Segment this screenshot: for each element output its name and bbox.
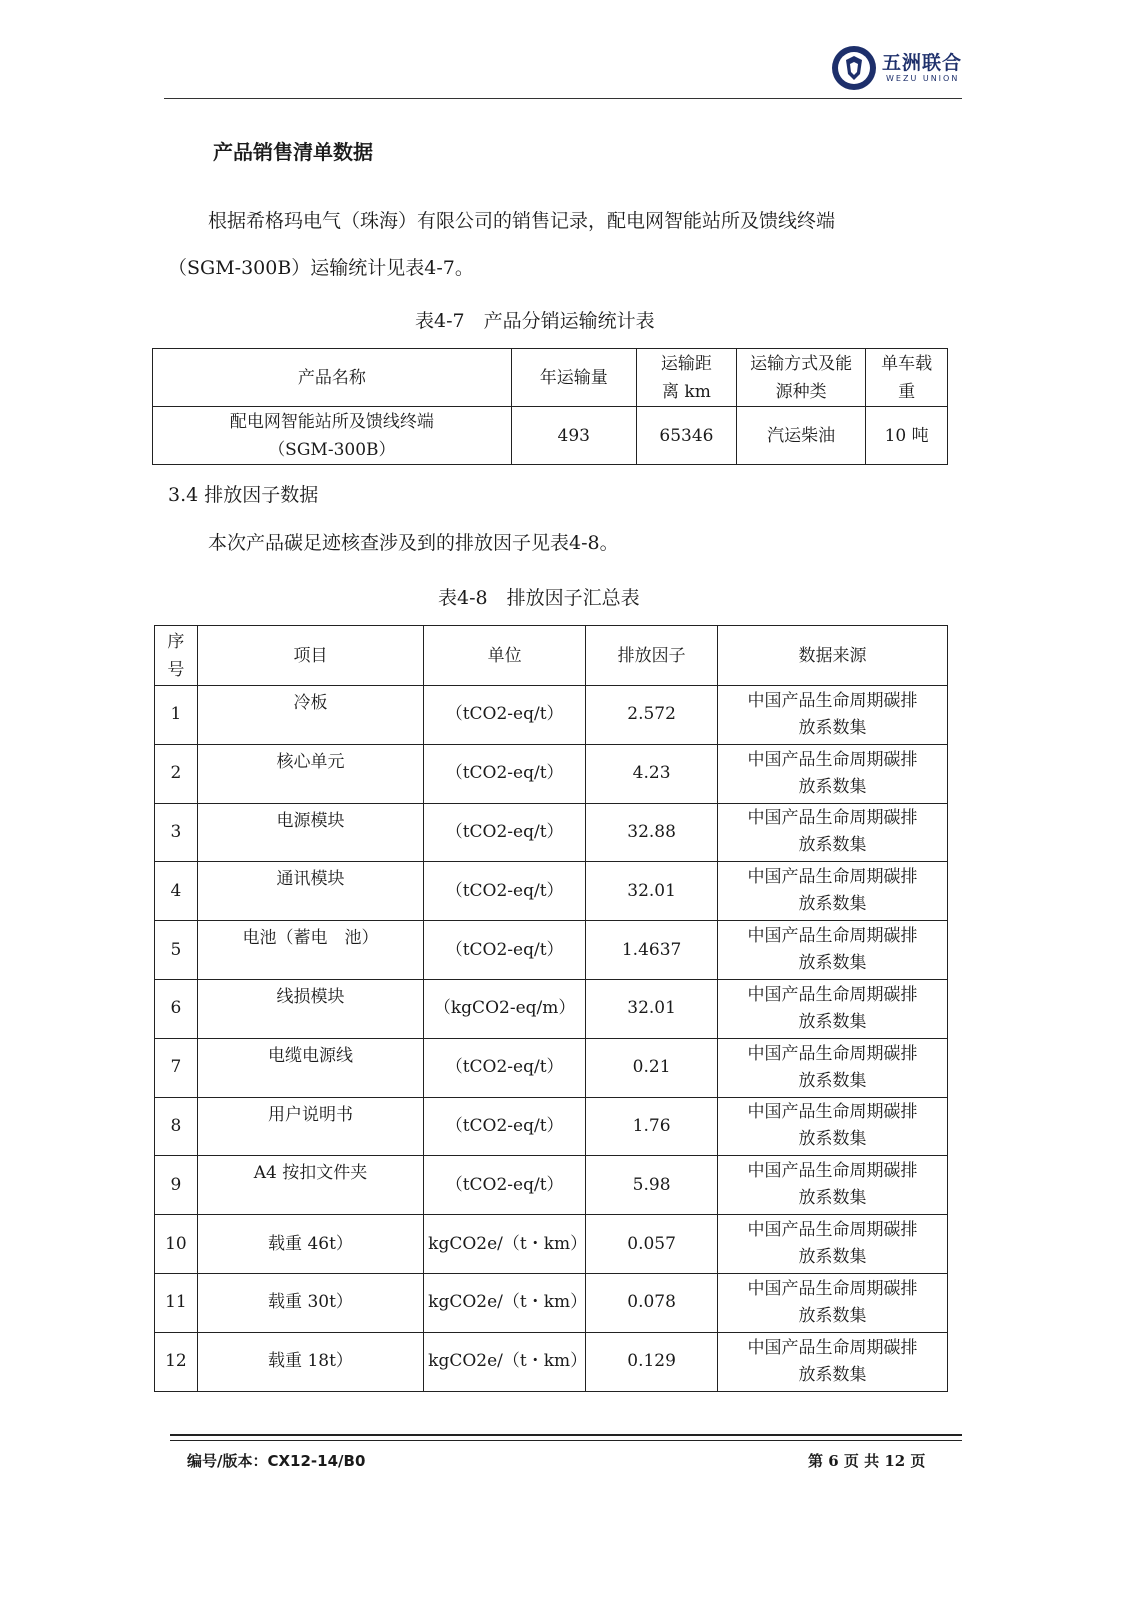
cell-factor: 32.01 [586, 862, 718, 921]
cell-unit: kgCO2e/（t・km） [424, 1215, 586, 1274]
table2-caption: 表4-8 排放因子汇总表 [438, 587, 640, 609]
cell-source [718, 1156, 948, 1215]
source-line: 中国产品生命周期碳排 [747, 1337, 918, 1358]
transport-table [152, 348, 948, 465]
doc-version: 编号/版本：CX12-14/B0 [187, 1452, 366, 1470]
cell-item: 冷板 [197, 686, 423, 745]
cell-no: 9 [155, 1156, 198, 1215]
cell-unit: （tCO2-eq/t） [424, 1097, 586, 1156]
source-line: 放系数集 [798, 1129, 867, 1150]
cell-factor: 0.21 [586, 1038, 718, 1097]
emission-factor-table [154, 625, 948, 1392]
source-line: 放系数集 [798, 1070, 867, 1091]
cell-source [718, 686, 948, 745]
footer-divider-thick [170, 1434, 962, 1436]
cell-no: 7 [155, 1038, 198, 1097]
source-line: 中国产品生命周期碳排 [747, 808, 918, 829]
cell-source [718, 1215, 948, 1274]
cell-no: 5 [155, 921, 198, 980]
source-line: 中国产品生命周期碳排 [747, 1102, 918, 1123]
cell-source [718, 803, 948, 862]
table-row [155, 1273, 948, 1332]
intro-line-2: （SGM-300B）运输统计见表4-7。 [168, 257, 474, 279]
source-line: 放系数集 [798, 1011, 867, 1032]
cell-unit: （tCO2-eq/t） [424, 921, 586, 980]
table-row [155, 1215, 948, 1274]
cell-factor: 4.23 [586, 744, 718, 803]
cell-unit: （tCO2-eq/t） [424, 686, 586, 745]
source-line: 中国产品生命周期碳排 [747, 1161, 918, 1182]
cell-distance: 65346 [636, 407, 736, 465]
cell-no: 1 [155, 686, 198, 745]
th-item: 项目 [197, 626, 423, 686]
table-row [155, 1097, 948, 1156]
source-line: 中国产品生命周期碳排 [747, 1043, 918, 1064]
cell-item: 电缆电源线 [197, 1038, 423, 1097]
source-line: 放系数集 [798, 835, 867, 856]
cell-source [718, 1038, 948, 1097]
intro-line-1: 根据希格玛电气（珠海）有限公司的销售记录，配电网智能站所及馈线终端 [208, 210, 836, 232]
section-title: 产品销售清单数据 [213, 140, 373, 164]
cell-item: 载重 30t） [197, 1273, 423, 1332]
cell-factor: 0.057 [586, 1215, 718, 1274]
table-row [155, 1332, 948, 1391]
th-source: 数据来源 [718, 626, 948, 686]
cell-factor: 2.572 [586, 686, 718, 745]
table-row [155, 803, 948, 862]
table-row [155, 744, 948, 803]
table1-header-row [153, 349, 948, 407]
source-line: 中国产品生命周期碳排 [747, 984, 918, 1005]
footer-divider-thin [170, 1440, 962, 1441]
table-row [155, 1038, 948, 1097]
source-line: 放系数集 [798, 953, 867, 974]
cell-item: 电源模块 [197, 803, 423, 862]
cell-product-name: 配电网智能站所及馈线终端 （SGM-300B） [153, 407, 512, 465]
lion-shield-icon [830, 44, 878, 92]
table2-header-row [155, 626, 948, 686]
table-row [155, 921, 948, 980]
th-product-name: 产品名称 [153, 349, 512, 407]
cell-unit: （tCO2-eq/t） [424, 803, 586, 862]
source-line: 中国产品生命周期碳排 [747, 749, 918, 770]
cell-factor: 32.88 [586, 803, 718, 862]
source-line: 中国产品生命周期碳排 [747, 926, 918, 947]
cell-unit: （tCO2-eq/t） [424, 744, 586, 803]
cell-factor: 0.078 [586, 1273, 718, 1332]
header-divider [164, 98, 962, 99]
cell-unit: （tCO2-eq/t） [424, 1156, 586, 1215]
th-distance: 运输距 离 km [636, 349, 736, 407]
cell-source [718, 1332, 948, 1391]
logo-text-cn: 五洲联合 [882, 52, 963, 74]
source-line: 放系数集 [798, 1305, 867, 1326]
table2-body [155, 686, 948, 1392]
cell-no: 6 [155, 979, 198, 1038]
th-factor: 排放因子 [586, 626, 718, 686]
source-line: 中国产品生命周期碳排 [747, 867, 918, 888]
page-number: 第 6 页 共 12 页 [808, 1452, 926, 1470]
cell-factor: 1.4637 [586, 921, 718, 980]
source-line: 放系数集 [798, 1364, 867, 1385]
table1-caption: 表4-7 产品分销运输统计表 [415, 310, 655, 332]
source-line: 中国产品生命周期碳排 [747, 1278, 918, 1299]
cell-no: 3 [155, 803, 198, 862]
th-no: 序 号 [155, 626, 198, 686]
cell-load: 10 吨 [866, 407, 948, 465]
table-row [153, 407, 948, 465]
cell-no: 8 [155, 1097, 198, 1156]
cell-no: 2 [155, 744, 198, 803]
cell-item: 电池（蓄电 池） [197, 921, 423, 980]
cell-item: 线损模块 [197, 979, 423, 1038]
source-line: 放系数集 [798, 776, 867, 797]
cell-item: A4 按扣文件夹 [197, 1156, 423, 1215]
cell-source [718, 744, 948, 803]
cell-no: 11 [155, 1273, 198, 1332]
cell-no: 4 [155, 862, 198, 921]
cell-mode: 汽运柴油 [737, 407, 866, 465]
cell-factor: 5.98 [586, 1156, 718, 1215]
company-logo [830, 44, 963, 96]
source-line: 中国产品生命周期碳排 [747, 690, 918, 711]
subsection-heading: 3.4 排放因子数据 [168, 484, 319, 506]
cell-source [718, 1273, 948, 1332]
th-vehicle-load: 单车载 重 [866, 349, 948, 407]
cell-item: 载重 46t） [197, 1215, 423, 1274]
cell-factor: 32.01 [586, 979, 718, 1038]
cell-factor: 0.129 [586, 1332, 718, 1391]
source-line: 放系数集 [798, 1247, 867, 1268]
cell-item: 用户说明书 [197, 1097, 423, 1156]
cell-item: 核心单元 [197, 744, 423, 803]
cell-volume: 493 [511, 407, 636, 465]
cell-source [718, 1097, 948, 1156]
th-annual-volume: 年运输量 [511, 349, 636, 407]
source-line: 中国产品生命周期碳排 [747, 1220, 918, 1241]
th-unit: 单位 [424, 626, 586, 686]
cell-factor: 1.76 [586, 1097, 718, 1156]
cell-source [718, 979, 948, 1038]
source-line: 放系数集 [798, 717, 867, 738]
cell-unit: kgCO2e/（t・km） [424, 1332, 586, 1391]
table-row [155, 979, 948, 1038]
table-row [155, 1156, 948, 1215]
th-transport-mode: 运输方式及能 源种类 [737, 349, 866, 407]
cell-unit: （tCO2-eq/t） [424, 1038, 586, 1097]
cell-item: 通讯模块 [197, 862, 423, 921]
table-row [155, 686, 948, 745]
cell-unit: kgCO2e/（t・km） [424, 1273, 586, 1332]
cell-no: 10 [155, 1215, 198, 1274]
source-line: 放系数集 [798, 894, 867, 915]
table-row [155, 862, 948, 921]
cell-unit: （tCO2-eq/t） [424, 862, 586, 921]
cell-item: 载重 18t） [197, 1332, 423, 1391]
cell-unit: （kgCO2-eq/m） [424, 979, 586, 1038]
cell-no: 12 [155, 1332, 198, 1391]
cell-source [718, 921, 948, 980]
cell-source [718, 862, 948, 921]
logo-text-en: WEZU UNION [886, 74, 960, 83]
intro2-line: 本次产品碳足迹核查涉及到的排放因子见表4-8。 [208, 532, 619, 554]
source-line: 放系数集 [798, 1188, 867, 1209]
